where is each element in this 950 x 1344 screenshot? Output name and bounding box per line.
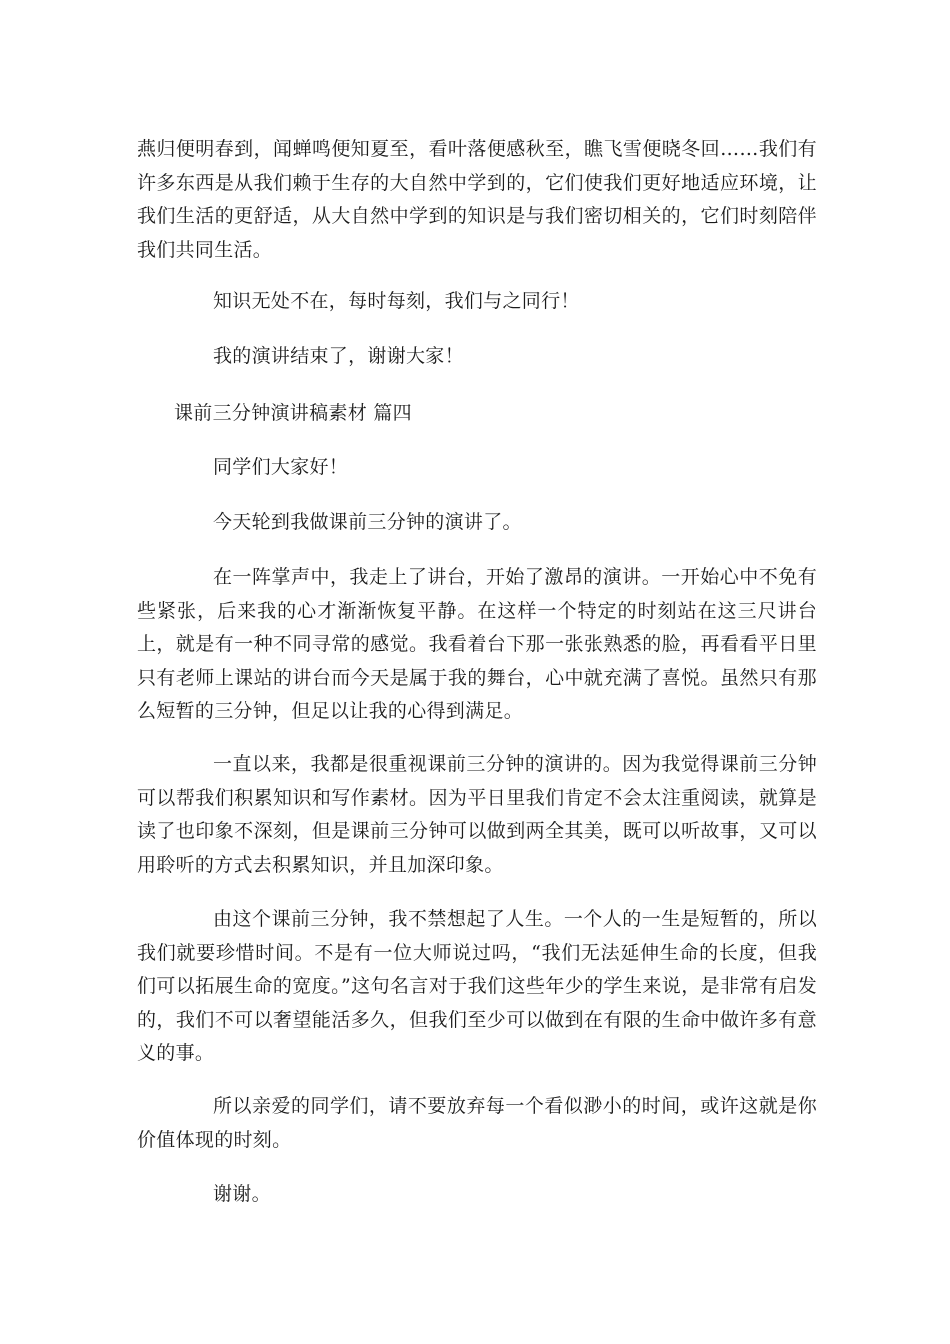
- paragraph-speech-end: 我的演讲结束了，谢谢大家！: [213, 345, 464, 367]
- paragraph-greeting: 同学们大家好！: [213, 456, 349, 478]
- paragraph-closing: 所以亲爱的同学们，请不要放弃每一个看似渺小的时间，或许这就是你价值体现的时刻。: [137, 1095, 817, 1151]
- paragraph-importance: 一直以来，我都是很重视课前三分钟的演讲的。因为我觉得课前三分钟可以帮我们积累知识和写作素材。因为平日里我们肯定不会太注重阅读，就算是读了也印象不深刻，但是课前三分钟可以做到两全其美，既可以听故事，又可以用聆听的方式去积累知识，并且加深印象。: [137, 753, 817, 876]
- section-heading: 课前三分钟演讲稿素材 篇四: [174, 402, 412, 424]
- paragraph-knowledge-everywhere: 知识无处不在，每时每刻，我们与之同行！: [213, 290, 580, 312]
- paragraph-intro: 今天轮到我做课前三分钟的演讲了。: [213, 511, 522, 533]
- paragraph-on-stage: 在一阵掌声中，我走上了讲台，开始了激昂的演讲。一开始心中不免有些紧张，后来我的心才渐渐恢复平静。在这样一个特定的时刻站在这三尺讲台上，就是有一种不同寻常的感觉。我看着台下那一张张熟悉的脸，再看看平日里只有老师上课站的讲台而今天是属于我的舞台，心中就充满了喜悦。虽然只有那么短暂的三分钟，但足以让我的心得到满足。: [137, 566, 817, 722]
- paragraph-thanks: 谢谢。: [213, 1183, 271, 1205]
- paragraph-nature: 燕归便明春到，闻蝉鸣便知夏至，看叶落便感秋至，瞧飞雪便晓冬回……我们有许多东西是从我们赖于生存的大自然中学到的，它们使我们更好地适应环境，让我们生活的更舒适，从大自然中学到的知识是与我们密切相关的，它们时刻陪伴我们共同生活。: [137, 138, 817, 261]
- paragraph-life: 由这个课前三分钟，我不禁想起了人生。一个人的一生是短暂的，所以我们就要珍惜时间。不是有一位大师说过吗，“我们无法延伸生命的长度，但我们可以拓展生命的宽度。”这句名言对于我们这些年少的学生来说，是非常有启发的，我们不可以奢望能活多久，但我们至少可以做到在有限的生命中做许多有意义的事。: [137, 908, 817, 1064]
